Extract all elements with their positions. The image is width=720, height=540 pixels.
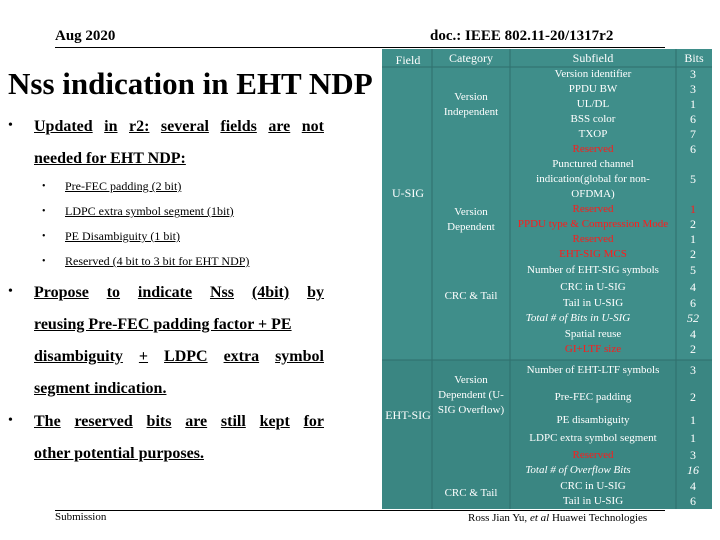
field-ehtsig: EHT-SIG xyxy=(385,408,431,422)
bits-cell: 1 xyxy=(690,97,696,111)
slide-title: Nss indication in EHT NDP xyxy=(8,66,373,101)
sub-bullet-dot: • xyxy=(42,181,46,192)
bits-cell: 4 xyxy=(690,327,696,341)
sub-bullet-ldpc: LDPC extra symbol segment (1bit) xyxy=(65,204,234,218)
subfield-row: Number of EHT-LTF symbols xyxy=(526,364,660,376)
subfield-row: GI+LTF size xyxy=(564,343,622,355)
bullet-2-line-2: reusing Pre-FEC padding factor + PE xyxy=(34,316,292,333)
bits-total-overflow: 16 xyxy=(687,463,699,477)
table-header-category: Category xyxy=(449,51,493,65)
bits-cell: 2 xyxy=(690,247,696,261)
subfield-row: PPDU type & Compression Mode xyxy=(517,218,669,230)
bullet-1-line-2: needed for EHT NDP: xyxy=(34,150,186,167)
sub-bullet-reserved: Reserved (4 bit to 3 bit for EHT NDP) xyxy=(65,254,250,268)
bullet-2-line-4: segment indication. xyxy=(34,380,167,397)
bullet-dot: • xyxy=(8,413,13,428)
subfield-row: PPDU BW xyxy=(568,83,618,95)
category-crc-tail-usig: CRC & Tail xyxy=(444,290,498,302)
bits-cell: 6 xyxy=(690,112,696,126)
bits-cell: 3 xyxy=(690,448,696,462)
subfield-row: Spatial reuse xyxy=(564,328,622,340)
bullet-3-line-2: other potential purposes. xyxy=(34,445,204,462)
footer-submission: Submission xyxy=(55,511,107,523)
bits-cell: 3 xyxy=(690,82,696,96)
bits-cell: 1 xyxy=(690,202,696,216)
bits-cell: 2 xyxy=(690,217,696,231)
sub-bullet-dot: • xyxy=(42,256,46,267)
bullet-1-line-1: Updated in r2: several fields are not xyxy=(34,118,324,135)
subfield-row: Reserved xyxy=(572,143,614,155)
subfield-row: Pre-FEC padding xyxy=(554,391,632,403)
subfield-row: PE disambiguity xyxy=(556,414,630,426)
bits-cell: 3 xyxy=(690,67,696,81)
bullet-2-line-1: Propose to indicate Nss (4bit) by xyxy=(34,284,324,301)
subfield-total-overflow: Total # of Overflow Bits xyxy=(525,464,631,476)
bits-cell: 3 xyxy=(690,363,696,377)
bullet-dot: • xyxy=(8,284,13,299)
subfield-row: TXOP xyxy=(578,128,608,140)
subfield-row: Number of EHT-SIG symbols xyxy=(527,264,659,276)
bits-cell: 1 xyxy=(690,431,696,445)
bullet-3-line-1: The reserved bits are still kept for xyxy=(34,413,324,430)
subfield-row: CRC in U-SIG xyxy=(560,281,626,293)
sub-bullet-pre-fec: Pre-FEC padding (2 bit) xyxy=(65,179,182,193)
subfield-row: Reserved xyxy=(572,203,614,215)
bits-total-usig: 52 xyxy=(687,311,699,325)
bullet-dot: • xyxy=(8,118,13,133)
category-crc-tail-overflow: CRC & Tail xyxy=(444,487,498,499)
header-date: Aug 2020 xyxy=(55,28,116,44)
bits-cell: 1 xyxy=(690,232,696,246)
subfield-row: Reserved xyxy=(572,449,614,461)
subfield-row: EHT-SIG MCS xyxy=(559,248,627,260)
field-usig: U-SIG xyxy=(392,186,424,200)
footer-author: Ross Jian Yu, et al Huawei Technologies xyxy=(468,512,648,524)
bits-cell: 6 xyxy=(690,142,696,156)
sub-bullet-dot: • xyxy=(42,231,46,242)
table-header-field: Field xyxy=(395,53,421,67)
bits-cell: 5 xyxy=(690,263,696,277)
category-version-dependent: Version Dependent xyxy=(447,206,495,233)
bullet-2-line-3: disambiguity + LDPC extra symbol xyxy=(34,348,324,365)
bits-cell: 6 xyxy=(690,296,696,310)
bits-cell: 2 xyxy=(690,390,696,404)
bits-cell: 5 xyxy=(690,172,696,186)
subfield-row: LDPC extra symbol segment xyxy=(529,432,657,444)
category-version-dependent-overflow: Version Dependent (U- SIG Overflow) xyxy=(437,374,505,416)
subfield-row: Punctured channel indication(global for non- OFDMA) xyxy=(536,158,650,200)
bits-cell: 7 xyxy=(690,127,696,141)
subfield-row: Version identifier xyxy=(554,68,632,80)
table-header-subfield: Subfield xyxy=(572,51,614,65)
bits-cell: 1 xyxy=(690,413,696,427)
subfield-row: Tail in U-SIG xyxy=(562,297,624,309)
subfield-row: BSS color xyxy=(570,113,616,125)
bits-cell: 2 xyxy=(690,342,696,356)
subfield-row: UL/DL xyxy=(576,98,610,110)
header-doc-id: doc.: IEEE 802.11-20/1317r2 xyxy=(430,28,614,44)
table-header-bits: Bits xyxy=(684,51,704,65)
sub-bullet-pe: PE Disambiguity (1 bit) xyxy=(65,229,180,243)
subfield-total-usig: Total # of Bits in U-SIG xyxy=(525,312,631,324)
sub-bullet-dot: • xyxy=(42,206,46,217)
bits-cell: 4 xyxy=(690,479,696,493)
subfield-row: Tail in U-SIG xyxy=(562,495,624,507)
subfield-row: Reserved xyxy=(572,233,614,245)
footer-rule xyxy=(55,510,665,511)
bits-cell: 6 xyxy=(690,494,696,508)
subfield-row: CRC in U-SIG xyxy=(560,480,626,492)
bits-cell: 4 xyxy=(690,280,696,294)
category-version-independent: Version Independent xyxy=(443,91,499,118)
